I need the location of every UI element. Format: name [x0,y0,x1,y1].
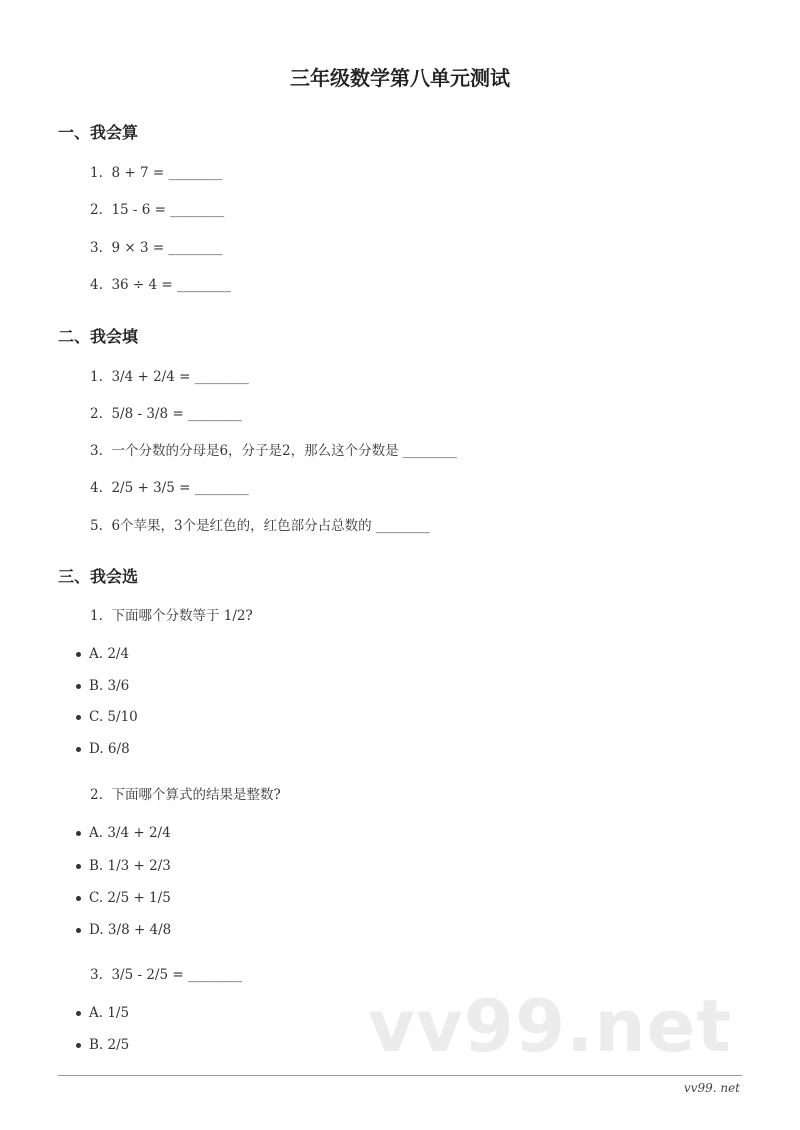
watermark: vv99.net [368,984,732,1068]
option [76,743,130,757]
question-item: 2. 下面哪个算式的结果是整数? [90,787,281,803]
question-item: 3. 一个分数的分母是6，分子是2，那么这个分数是 ________ [90,443,457,459]
question-item: 1. 8 + 7 = ________ [90,165,223,181]
bullet-icon [76,747,81,752]
option-text: B. 2/5 [89,1037,130,1053]
option-text: C. 5/10 [89,709,138,725]
option [76,711,138,725]
option-text: A. 1/5 [89,1005,130,1021]
bullet-icon [76,896,81,901]
question-item: 1. 下面哪个分数等于 1/2? [90,608,253,624]
section-heading: 三、我会选 [58,567,139,586]
bullet-icon [76,1043,81,1048]
option [76,924,171,938]
section-heading: 二、我会填 [58,327,139,346]
option [76,860,171,874]
option [76,892,171,906]
bullet-icon [76,715,81,720]
bullet-icon [76,684,81,689]
option-text: A. 3/4 + 2/4 [89,825,171,841]
option [76,827,171,841]
page-title: 三年级数学第八单元测试 [290,66,510,90]
bullet-icon [76,1011,81,1016]
bullet-icon [76,928,81,933]
bullet-icon [76,652,81,657]
option [76,1007,129,1021]
question-item: 1. 3/4 + 2/4 = ________ [90,369,249,385]
question-item: 4. 36 ÷ 4 = ________ [90,277,232,293]
option-text: C. 2/5 + 1/5 [89,890,171,906]
question-item: 2. 15 - 6 = ________ [90,202,225,218]
question-item: 3. 3/5 - 2/5 = ________ [90,967,242,983]
option-text: B. 1/3 + 2/3 [89,858,171,874]
question-item: 5. 6个苹果，3个是红色的，红色部分占总数的 ________ [90,518,430,534]
option [76,648,129,662]
option-text: D. 3/8 + 4/8 [89,922,172,938]
question-item: 4. 2/5 + 3/5 = ________ [90,480,249,496]
option [76,1039,129,1053]
question-item: 3. 9 × 3 = ________ [90,240,223,256]
option [76,680,129,694]
footer-divider [58,1075,742,1076]
bullet-icon [76,831,81,836]
option-text: A. 2/4 [89,646,130,662]
option-text: B. 3/6 [89,678,130,694]
bullet-icon [76,864,81,869]
option-text: D. 6/8 [89,741,130,757]
footer-text: vv99. net [683,1081,740,1095]
question-item: 2. 5/8 - 3/8 = ________ [90,406,242,422]
section-heading: 一、我会算 [58,123,139,142]
